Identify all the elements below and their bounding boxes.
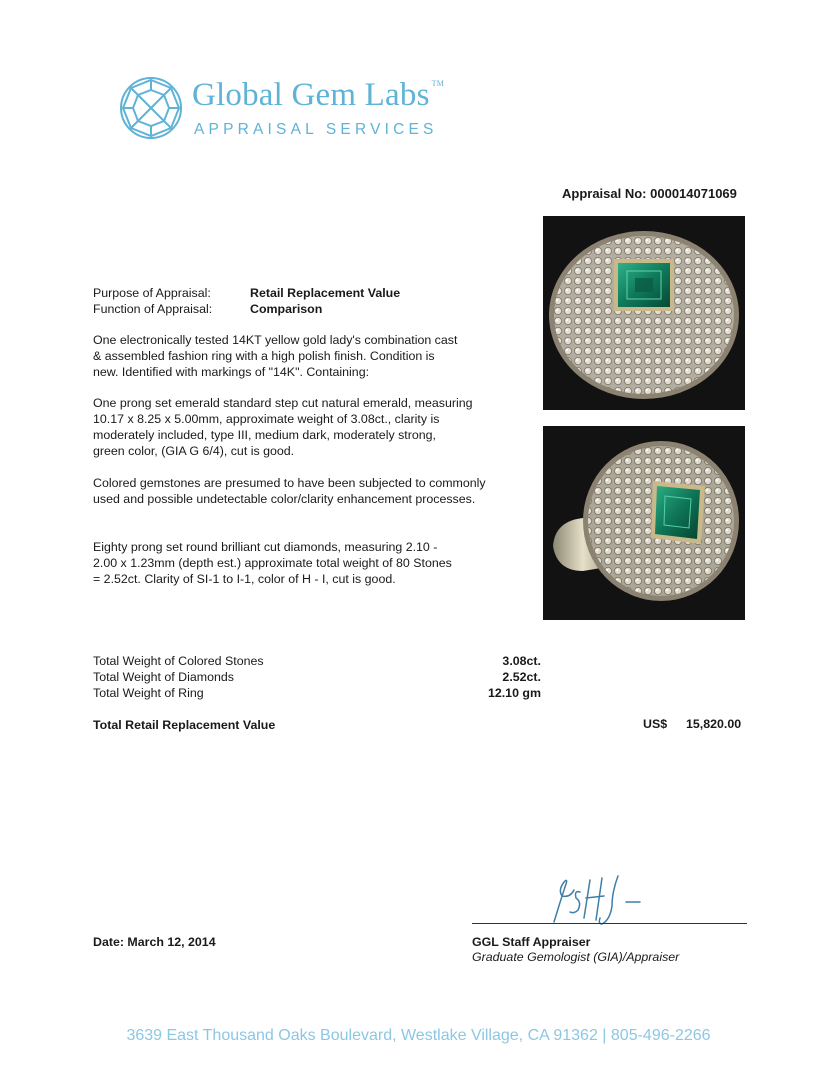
- text-line: used and possible undetectable color/clarity enhancement processes.: [93, 492, 476, 506]
- appraiser-name: GGL Staff Appraiser: [472, 935, 591, 949]
- text-line: Eighty prong set round brilliant cut diamonds, measuring 2.10 -: [93, 540, 438, 554]
- footer-address: 3639 East Thousand Oaks Boulevard, Westlake Village, CA 91362 | 805-496-2266: [126, 1027, 711, 1044]
- signature-line: [472, 923, 747, 924]
- grand-total-label: Total Retail Replacement Value: [93, 718, 276, 732]
- purpose-row: [93, 286, 400, 300]
- appraisal-date: Date: March 12, 2014: [93, 935, 216, 949]
- logo-subtitle: APPRAISAL SERVICES: [194, 121, 438, 138]
- purpose-label: Purpose of Appraisal:: [93, 286, 211, 300]
- total-colored-stones-label: Total Weight of Colored Stones: [93, 654, 264, 668]
- grand-total-currency: US$: [643, 717, 668, 731]
- text-line: Colored gemstones are presumed to have been subjected to commonly: [93, 476, 486, 490]
- function-value: Comparison: [250, 302, 323, 316]
- appraiser-title: Graduate Gemologist (GIA)/Appraiser: [472, 950, 680, 964]
- purpose-value: Retail Replacement Value: [250, 286, 401, 300]
- total-ring-weight-label: Total Weight of Ring: [93, 686, 204, 700]
- ring-description: [93, 332, 457, 380]
- text-line: One electronically tested 14KT yellow gold lady's combination cast: [93, 333, 458, 347]
- text-line: moderately included, type III, medium dark, moderately strong,: [93, 428, 436, 442]
- ring-photo-angled: [543, 426, 745, 620]
- total-diamonds-value: 2.52ct.: [502, 670, 541, 684]
- grand-total-amount: 15,820.00: [686, 717, 742, 731]
- text-line: One prong set emerald standard step cut natural emerald, measuring: [93, 396, 473, 410]
- logo-gem-icon: [118, 75, 184, 141]
- trademark: TM: [431, 79, 445, 88]
- text-line: 10.17 x 8.25 x 5.00mm, approximate weight of 3.08ct., clarity is: [93, 412, 440, 426]
- emerald-description: [93, 395, 473, 459]
- total-diamonds-label: Total Weight of Diamonds: [93, 670, 234, 684]
- text-line: new. Identified with markings of "14K". Containing:: [93, 365, 370, 379]
- text-line: 2.00 x 1.23mm (depth est.) approximate total weight of 80 Stones: [93, 556, 452, 570]
- signature-image: [540, 872, 660, 928]
- enhancement-disclaimer: [93, 475, 486, 507]
- total-ring-weight-value: 12.10 gm: [487, 686, 541, 700]
- ring-photo-top: [543, 216, 745, 410]
- total-colored-stones-value: 3.08ct.: [502, 654, 541, 668]
- text-line: green color, (GIA G 6/4), cut is good.: [93, 444, 295, 458]
- text-line: & assembled fashion ring with a high polish finish. Condition is: [93, 349, 435, 363]
- logo-title: Global Gem Labs ™: [192, 77, 445, 113]
- diamonds-description: [93, 539, 452, 587]
- appraisal-number: Appraisal No: 000014071069: [562, 186, 737, 201]
- function-row: [93, 302, 322, 316]
- text-line: = 2.52ct. Clarity of SI-1 to I-1, color of H - I, cut is good.: [93, 572, 396, 586]
- function-label: Function of Appraisal:: [93, 302, 213, 316]
